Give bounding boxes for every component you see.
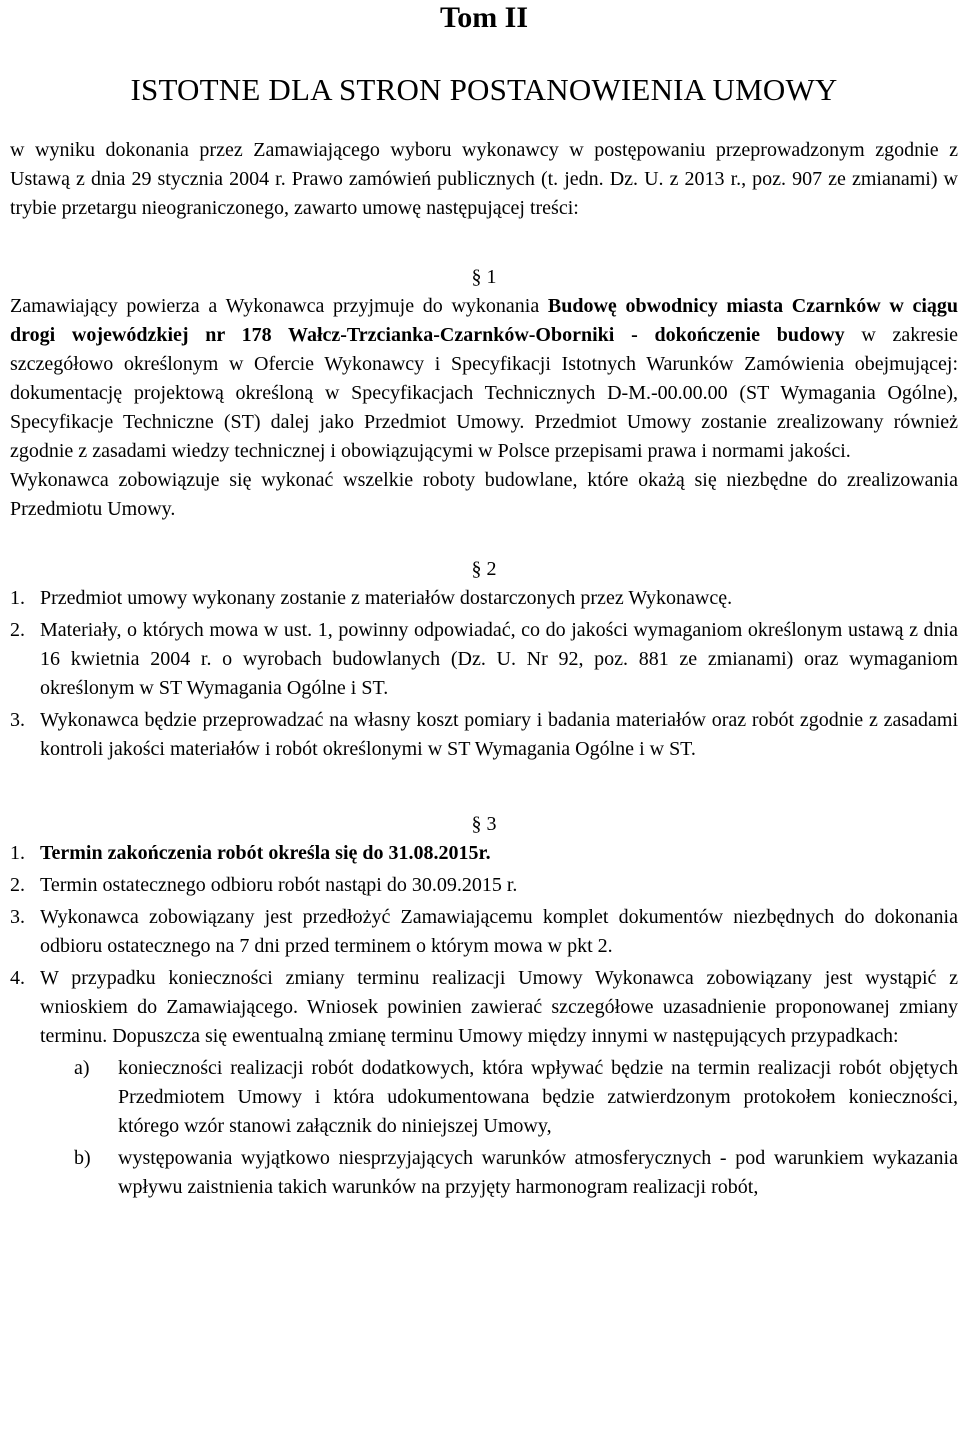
section-1-paragraph-2: Wykonawca zobowiązuje się wykonać wszelkie roboty budowlane, które okażą się niezbędne do zrealizowania Przedmiotu Umowy. xyxy=(10,469,958,520)
intro-paragraph: w wyniku dokonania przez Zamawiającego wyboru wykonawcy w postępowaniu przeprowadzonym zgodnie z Ustawą z dnia 29 stycznia 2004 r. Prawo zamówień publicznych (t. jedn. Dz. U. z 2013 r., poz. 907 ze zmianami) w trybie przetargu nieograniczonego, zawarto umowę następującej treści: xyxy=(10,139,958,219)
item-text: Wykonawca zobowiązany jest przedłożyć Zamawiającemu komplet dokumentów niezbędnych do dokonania odbioru ostatecznego na 7 dni przed terminem o którym mowa w pkt 2. xyxy=(40,906,958,957)
item-text: W przypadku konieczności zmiany terminu realizacji Umowy Wykonawca zobowiązany jest wystąpić z wnioskiem do Zamawiającego. Wniosek powinien zawierać szczegółowe uzasadnienie proponowanej zmiany terminu. Dopuszcza się ewentualną zmianę terminu Umowy między innymi w następujących przypadkach: xyxy=(40,967,958,1047)
section-3-heading: § 3 xyxy=(471,813,497,835)
list-item xyxy=(10,964,958,1202)
item-text: Materiały, o których mowa w ust. 1, powinny odpowiadać, co do jakości wymaganiom określonym ustawą z dnia 16 kwietnia 2004 r. o wyrobach budowlanych (Dz. U. Nr 92, poz. 881 ze zmianami) oraz wymaganiom określonym w ST Wymagania Ogólne i ST. xyxy=(40,619,958,699)
item-text: Przedmiot umowy wykonany zostanie z materiałów dostarczonych przez Wykonawcę. xyxy=(40,587,733,609)
section-1-text-start: Zamawiający powierza a Wykonawca przyjmuje do wykonania xyxy=(10,295,548,317)
sub-item-text: konieczności realizacji robót dodatkowych, która wpływać będzie na termin realizacji robót objętych Przedmiotem Umowy i która udokumentowana będzie zatwierdzonym protokołem konieczności, którego wzór stanowi załącznik do niniejszej Umowy, xyxy=(118,1057,958,1137)
list-item xyxy=(10,584,958,613)
item-number: 4. xyxy=(10,967,25,989)
item-text: Termin ostatecznego odbioru robót nastąpi do 30.09.2015 r. xyxy=(40,874,518,896)
section-3-sublist xyxy=(40,1054,958,1202)
list-item xyxy=(10,903,958,961)
section-1-paragraph-1 xyxy=(10,292,958,466)
sub-item-letter: b) xyxy=(74,1147,91,1169)
section-1-text-end: w zakresie szczegółowo określonym w Ofercie Wykonawcy i Specyfikacji Istotnych Warunków Zamówienia obejmującej: dokumentację projektową określoną w Specyfikacjach Technicznych D-M.-00.00.00 (ST Wymagania Ogólne), Specyfikacje Techniczne (ST) dalej jako Przedmiot Umowy. Przedmiot Umowy zostanie zrealizowany również zgodnie z zasadami wiedzy technicznej i obowiązującymi w Polsce przepisami prawa i normami jakości. xyxy=(10,324,959,462)
item-number: 2. xyxy=(10,619,25,641)
list-item xyxy=(10,616,958,703)
item-number: 1. xyxy=(10,587,25,609)
list-item xyxy=(10,839,958,868)
item-number: 3. xyxy=(10,906,25,928)
item-text: Wykonawca będzie przeprowadzać na własny koszt pomiary i badania materiałów oraz robót zgodnie z zasadami kontroli jakości materiałów i robót określonymi w ST Wymagania Ogólne i w ST. xyxy=(40,709,958,760)
sub-list-item xyxy=(40,1144,958,1202)
list-item xyxy=(10,706,958,764)
document-title: ISTOTNE DLA STRON POSTANOWIENIA UMOWY xyxy=(130,72,838,107)
sub-list-item xyxy=(40,1054,958,1141)
list-item xyxy=(10,871,958,900)
section-2-list xyxy=(10,584,958,764)
sub-item-text: występowania wyjątkowo niesprzyjających warunków atmosferycznych - pod warunkiem wykazania wpływu zaistnienia takich warunków na przyjęty harmonogram realizacji robót, xyxy=(118,1147,958,1198)
item-number: 2. xyxy=(10,874,25,896)
item-number: 3. xyxy=(10,709,25,731)
item-number: 1. xyxy=(10,842,25,864)
volume-label: Tom II xyxy=(439,1,529,34)
section-1-heading: § 1 xyxy=(471,266,497,288)
item-text: Termin zakończenia robót określa się do 31.08.2015r. xyxy=(40,842,491,864)
section-1-subject-bold: Budowę obwodnicy miasta Czarnków w ciągu drogi wojewódzkiej nr 178 Wałcz-Trzcianka-Czarnków-Oborniki - dokończenie budowy xyxy=(10,295,959,346)
sub-item-letter: a) xyxy=(74,1057,90,1079)
section-3-list xyxy=(10,839,958,1202)
section-2-heading: § 2 xyxy=(471,558,497,580)
